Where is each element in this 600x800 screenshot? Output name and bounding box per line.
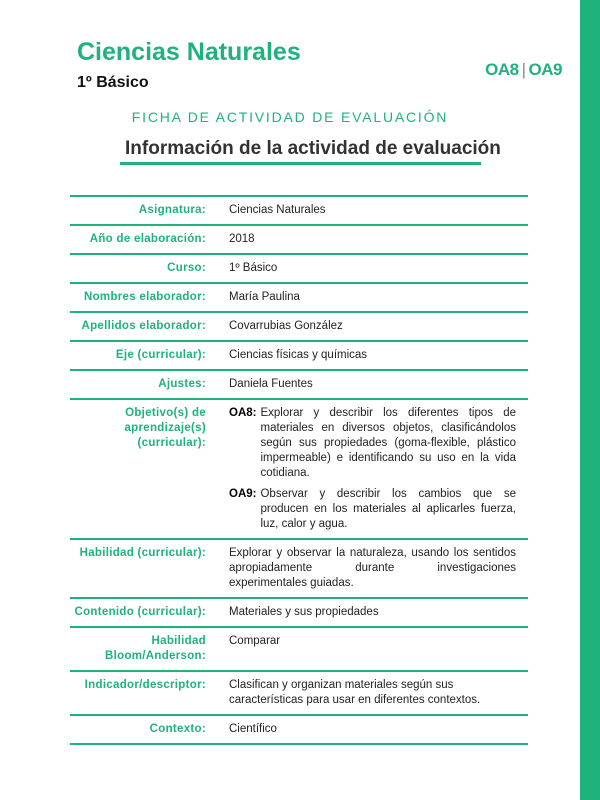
row-label: Habilidad Bloom/Anderson:	[70, 627, 219, 671]
section-underline	[120, 162, 481, 165]
objective-code: OA8:	[229, 407, 257, 419]
row-label: Contenido (curricular):	[70, 598, 219, 627]
objective-text: Explorar y describir los diferentes tipos de materiales en diversos objetos, clasificándolos según sus propiedades (goma-flexible, plástico impermeable) e identificando su uso en la vida cotidiana.	[260, 407, 516, 479]
oa-code-2: OA9	[528, 60, 562, 79]
sheet-type: FICHA DE ACTIVIDAD DE EVALUACIÓN	[131, 109, 449, 125]
row-value: María Paulina	[219, 283, 528, 312]
oa-code-1: OA8	[485, 60, 519, 79]
oa-codes	[485, 60, 562, 80]
table-row	[70, 225, 528, 254]
table-row	[70, 399, 528, 539]
row-value: Materiales y sus propiedades	[219, 598, 528, 627]
objective-item	[229, 487, 516, 532]
row-value: 2018	[219, 225, 528, 254]
row-value: Científico	[219, 715, 528, 744]
row-label: Nombres elaborador:	[70, 283, 219, 312]
row-label: Ajustes:	[70, 370, 219, 399]
table-row	[70, 341, 528, 370]
row-label: Objetivo(s) de aprendizaje(s) (curricular):	[70, 399, 219, 539]
objective-text: Observar y describir los cambios que se producen en los materiales al aplicarles fuerza, luz, calor y agua.	[260, 488, 516, 530]
row-label: Asignatura:	[70, 196, 219, 225]
table-row	[70, 598, 528, 627]
table-row	[70, 196, 528, 225]
table-row	[70, 627, 528, 671]
row-value: Daniela Fuentes	[219, 370, 528, 399]
row-label: Indicador/descriptor:	[70, 671, 219, 715]
row-value: Covarrubias González	[219, 312, 528, 341]
table-row	[70, 715, 528, 744]
info-table	[70, 195, 528, 745]
row-value: Ciencias físicas y químicas	[219, 341, 528, 370]
side-accent-bar	[580, 0, 600, 800]
objective-code: OA9:	[229, 488, 257, 500]
row-label: Contexto:	[70, 715, 219, 744]
table-row	[70, 254, 528, 283]
table-row	[70, 671, 528, 715]
row-value: Explorar y observar la naturaleza, usando los sentidos apropiadamente durante investigaciones experimentales guiadas.	[219, 539, 528, 598]
row-label: Año de elaboración:	[70, 225, 219, 254]
table-row	[70, 312, 528, 341]
objectives-cell	[219, 399, 528, 539]
section-title: Información de la actividad de evaluación	[125, 138, 501, 159]
objective-item	[229, 406, 516, 481]
row-value: 1º Básico	[219, 254, 528, 283]
subject-title: Ciencias Naturales	[77, 38, 301, 66]
row-value: Comparar	[219, 627, 528, 671]
oa-separator: |	[521, 60, 526, 79]
row-value: Ciencias Naturales	[219, 196, 528, 225]
row-label: Eje (curricular):	[70, 341, 219, 370]
table-row	[70, 539, 528, 598]
row-label: Habilidad (curricular):	[70, 539, 219, 598]
row-label: Curso:	[70, 254, 219, 283]
grade-label: 1º Básico	[77, 74, 149, 91]
table-row	[70, 370, 528, 399]
row-value: Clasifican y organizan materiales según sus características para usar en diferentes contextos.	[219, 671, 528, 715]
row-label: Apellidos elaborador:	[70, 312, 219, 341]
table-row	[70, 283, 528, 312]
